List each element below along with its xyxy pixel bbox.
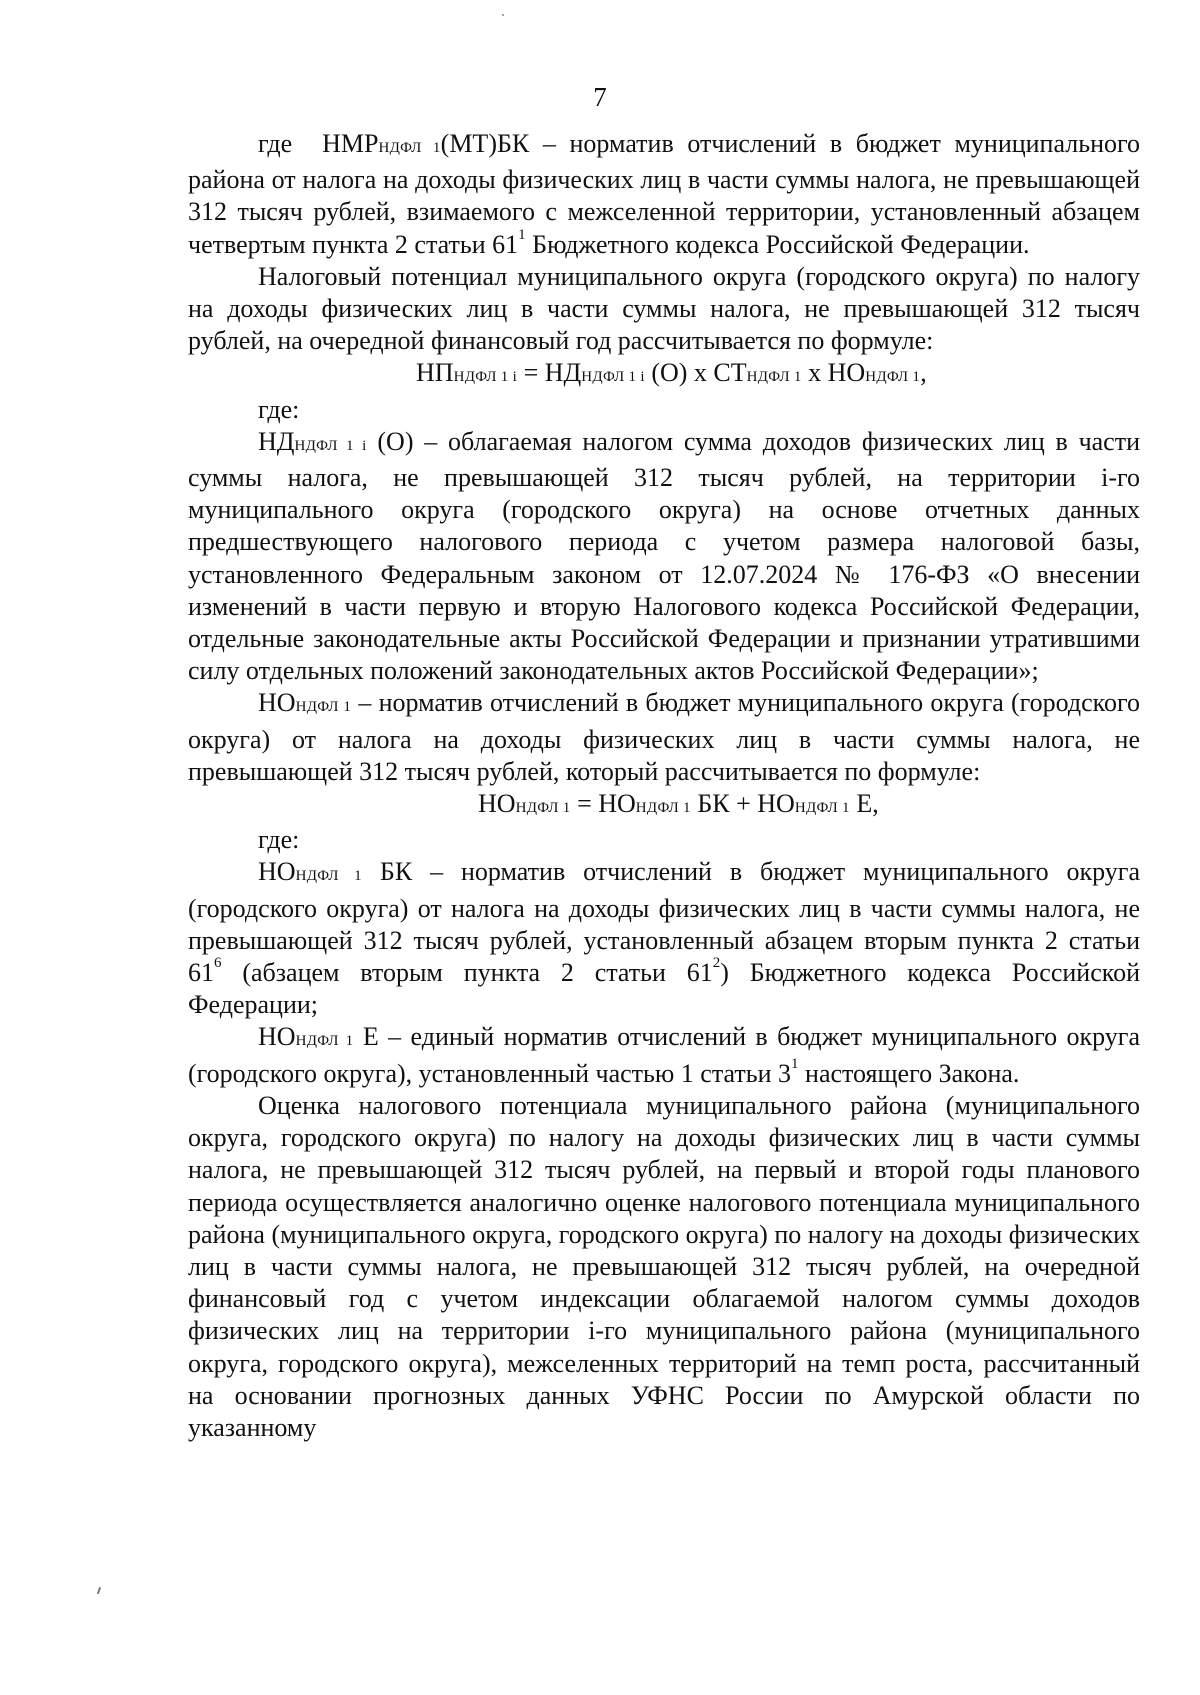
where-label-1: где: <box>258 394 300 424</box>
paragraph-definition-no: НОНДФЛ 1 – норматив отчислений в бюджет муниципального округа (городского округа) от налога на доходы физических лиц в части суммы налога, не превышающей 312 тысяч рублей, который рассчитывается по формуле: <box>188 688 1141 786</box>
symbol-nd: НДНДФЛ 1 i <box>258 426 367 456</box>
paragraph-definition-no-bk: НОНДФЛ 1 БК – норматив отчислений в бюджет муниципального округа (городского округа) от налога на доходы физических лиц в части суммы налога, не превышающей 312 тысяч рублей, установленный абзацем вторым пункта 2 статьи $61^6$ (абзацем вторым пункта 2 статьи $61^2$) Бюджетного кодекса Российской Федерации; <box>188 857 1141 1020</box>
symbol-nmr: НМРНДФЛ 1(МТ)БК <box>322 129 530 158</box>
body-text <box>188 128 1140 1444</box>
formula-norm: НОНДФЛ 1 = НОНДФЛ 1 БК + НОНДФЛ 1 Е, <box>478 789 879 819</box>
formula-tax-potential: НПНДФЛ 1 i = НДНДФЛ 1 i (О) х СТНДФЛ 1 х НОНДФЛ 1, <box>416 358 927 388</box>
symbol-no-bk: НОНДФЛ 1 <box>258 857 362 887</box>
paragraph-definition-nd: НДНДФЛ 1 i (О) – облагаемая налогом сумма доходов физических лиц в части суммы налога, не превышающей 312 тысяч рублей, на территории i-го муниципального округа (городского округа) на основе отчетных данных предшествующего налогового периода с учетом размера налоговой базы, установленного Федеральным законом от 12.07.2024 № 176-ФЗ «О внесении изменений в части первую и вторую Налогового кодекса Российской Федерации, отдельные законодательные акты Российской Федерации и признании утратившими силу отдельных положений законодательных актов Российской Федерации»; <box>188 426 1140 686</box>
symbol-no-e: НОНДФЛ 1 <box>258 1022 354 1052</box>
paragraph-definition-no-e: НОНДФЛ 1 Е – единый норматив отчислений в бюджет муниципального округа (городского округа), установленный частью 1 статьи $3^1$ настоящего Закона. <box>188 1022 1141 1088</box>
scan-mark <box>97 1587 101 1594</box>
scan-speck <box>502 14 504 16</box>
paragraph-assessment: Оценка налогового потенциала муниципального района (муниципального округа, городского округа) по налогу на доходы физических лиц в части суммы налога, не превышающей 312 тысяч рублей, на первый и второй годы планового периода осуществляется аналогично оценке налогового потенциала муниципального района (муниципального округа, городского округа) по налогу на доходы физических лиц в части суммы налога, не превышающей 312 тысяч рублей, на очередной финансовый год с учетом индексации облагаемой налогом суммы доходов физических лиц на территории i-го муниципального района (муниципального округа, городского округа), межселенных территорий на темп роста, рассчитанный на основании прогнозных данных УФНС России по Амурской области по указанному <box>188 1090 1140 1442</box>
symbol-no: НОНДФЛ 1 <box>258 688 352 718</box>
paragraph-definition-nmr: где НМРНДФЛ 1(МТ)БК – норматив отчислений в бюджет муниципального района от налога на доходы физических лиц в части суммы налога, не превышающей 312 тысяч рублей, взимаемого с межселенной территории, установленный абзацем четвертым пункта 2 статьи $61^1$ Бюджетного кодекса Российской Федерации. <box>188 129 1141 259</box>
page-number: 7 <box>593 82 607 112</box>
where-label-2: где: <box>258 825 300 855</box>
paragraph-tax-potential: Налоговый потенциал муниципального округа (городского округа) по налогу на доходы физических лиц в части суммы налога, не превышающей 312 тысяч рублей, на очередной финансовый год рассчитывается по формуле: <box>188 261 1140 356</box>
